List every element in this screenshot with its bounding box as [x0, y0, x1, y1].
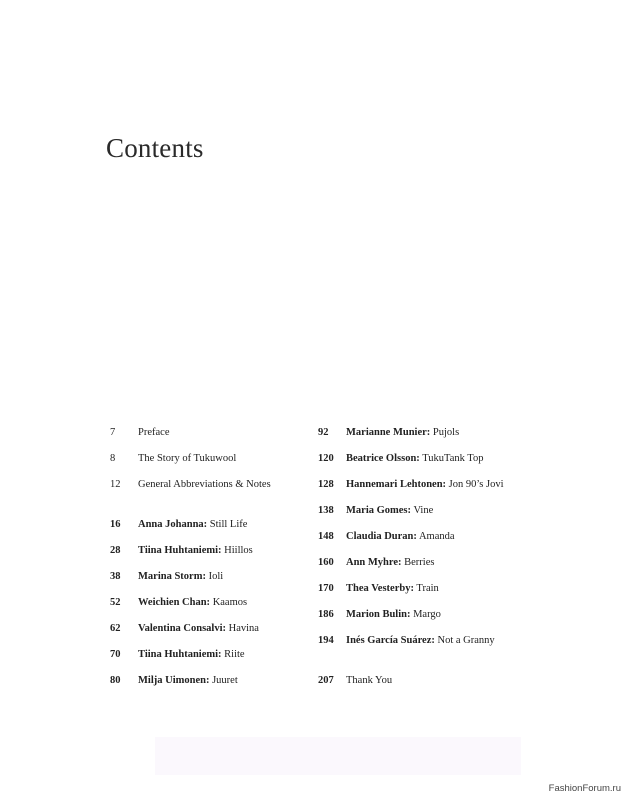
toc-entry-title: Margo — [413, 609, 441, 620]
toc-entry — [110, 620, 310, 646]
toc-page-number: 7 — [110, 427, 116, 438]
toc-page-number: 38 — [110, 571, 121, 582]
toc-page-number: 12 — [110, 479, 121, 490]
toc-page-number: 92 — [318, 427, 329, 438]
toc-entry-text — [346, 528, 455, 546]
toc-entry-author: Weichien Chan: — [138, 597, 211, 608]
toc-entry — [110, 594, 310, 620]
toc-entry-text — [346, 672, 392, 690]
toc-page-number: 128 — [318, 479, 334, 490]
toc-entry — [318, 632, 528, 658]
toc-right-column — [318, 424, 528, 698]
toc-entry-text — [138, 424, 169, 442]
toc-entry-title: The Story of Tukuwool — [138, 453, 237, 464]
toc-page-number: 52 — [110, 597, 121, 608]
toc-page-number: 8 — [110, 453, 116, 464]
toc-entry-author: Valentina Consalvi: — [138, 623, 227, 634]
toc-page-number: 120 — [318, 453, 334, 464]
toc-entry-title: Riite — [224, 649, 245, 660]
toc-entry — [110, 516, 310, 542]
toc-entry-author: Inés García Suárez: — [346, 635, 435, 646]
toc-entry-text — [346, 632, 495, 650]
toc-entry — [110, 646, 310, 672]
toc-entry-title: Havina — [228, 623, 259, 634]
toc-page-number: 194 — [318, 635, 334, 646]
toc-page-number: 138 — [318, 505, 334, 516]
toc-page-number: 186 — [318, 609, 334, 620]
toc-entry-text — [346, 580, 439, 598]
toc-entry — [110, 542, 310, 568]
toc-entry-text — [346, 476, 504, 494]
toc-entry-title: General Abbreviations & Notes — [138, 479, 271, 490]
toc-page-number: 160 — [318, 557, 334, 568]
toc-entry-author: Thea Vesterby: — [346, 583, 414, 594]
toc-page-number: 148 — [318, 531, 334, 542]
toc-entry-text — [138, 594, 247, 612]
toc-entry-text — [138, 542, 253, 560]
toc-entry — [110, 568, 310, 594]
toc-entry-text — [346, 606, 441, 624]
toc-entry-title: Train — [416, 583, 439, 594]
toc-page-number: 62 — [110, 623, 121, 634]
toc-entry-text — [138, 568, 223, 586]
toc-entry — [318, 528, 528, 554]
toc-page-number: 70 — [110, 649, 121, 660]
page-title: Contents — [106, 133, 204, 163]
toc-entry — [110, 450, 310, 476]
toc-entry — [110, 424, 310, 450]
footer-panel — [155, 737, 521, 775]
toc-entry-text — [346, 554, 434, 572]
toc-entry-title: Thank You — [346, 675, 393, 686]
toc-entry-author: Milja Uimonen: — [138, 675, 210, 686]
toc-entry — [318, 476, 528, 502]
toc-entry-text — [138, 672, 238, 690]
toc-entry-author: Marion Bulin: — [346, 609, 411, 620]
toc-entry-author: Maria Gomes: — [346, 505, 412, 516]
toc-entry-author: Tiina Huhtaniemi: — [138, 545, 222, 556]
toc-entry — [318, 424, 528, 450]
toc-entry-text — [138, 450, 236, 468]
toc-entry — [110, 672, 310, 698]
toc-entry-text — [138, 646, 245, 664]
toc-entry — [318, 672, 528, 698]
toc-entry-author: Claudia Duran: — [346, 531, 417, 542]
toc-entry-author: Beatrice Olsson: — [346, 453, 420, 464]
watermark: FashionForum.ru — [548, 783, 621, 794]
toc-entry-title: Not a Granny — [437, 635, 495, 646]
toc-entry-title: TukuTank Top — [422, 453, 484, 464]
toc-entry-title: Still Life — [209, 519, 248, 530]
toc-entry-text — [138, 476, 271, 494]
toc-entry-author: Tiina Huhtaniemi: — [138, 649, 222, 660]
toc-page-number: 80 — [110, 675, 121, 686]
toc-entry-title: Juuret — [212, 675, 238, 686]
toc-entry-author: Marina Storm: — [138, 571, 206, 582]
toc-page-number: 16 — [110, 519, 121, 530]
toc-entry-text — [346, 502, 433, 520]
toc-entry-author: Anna Johanna: — [138, 519, 208, 530]
toc-entry — [318, 606, 528, 632]
toc-entry-title: Kaamos — [212, 597, 248, 608]
toc-page-number: 28 — [110, 545, 121, 556]
toc-entry-title: Hiillos — [224, 545, 253, 556]
toc-left-column — [110, 424, 310, 698]
toc-entry-title: Amanda — [418, 531, 455, 542]
toc-entry-title: Vine — [413, 505, 434, 516]
toc-entry-author: Marianne Munier: — [346, 427, 431, 438]
toc-entry-title: Jon 90’s Jovi — [448, 479, 504, 490]
toc-entry-title: Berries — [404, 557, 435, 568]
toc-entry-author: Hannemari Lehtonen: — [346, 479, 447, 490]
toc-entry — [318, 502, 528, 528]
toc-entry-title: Pujols — [432, 427, 460, 438]
toc-entry-text — [138, 516, 247, 534]
toc-entry-text — [346, 450, 483, 468]
toc-entry-text — [138, 620, 259, 638]
toc-entry-author: Ann Myhre: — [346, 557, 402, 568]
toc-entry — [110, 476, 310, 502]
toc-entry — [318, 450, 528, 476]
toc-entry-text — [346, 424, 459, 442]
toc-page-number: 170 — [318, 583, 334, 594]
toc-page-number: 207 — [318, 675, 334, 686]
toc-entry-title: Preface — [138, 427, 170, 438]
toc-entry — [318, 580, 528, 606]
toc-entry — [318, 554, 528, 580]
toc-entry-title: Ioli — [208, 571, 224, 582]
